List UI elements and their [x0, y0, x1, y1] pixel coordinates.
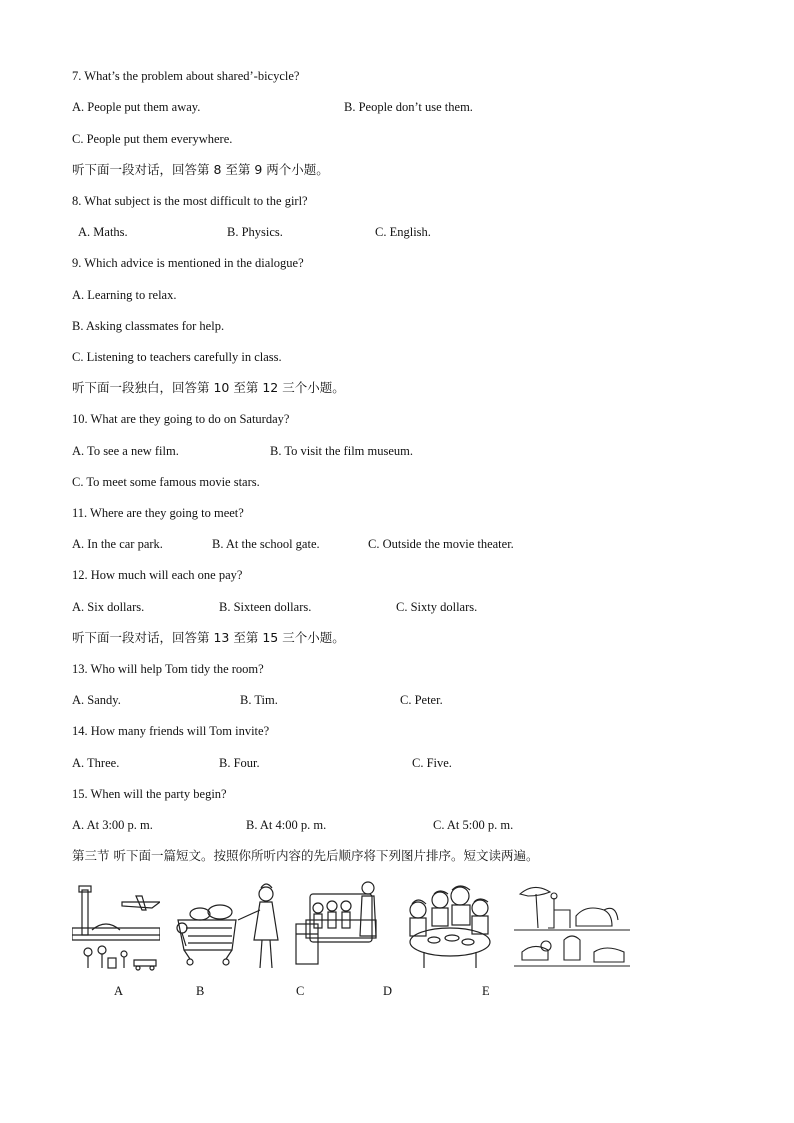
instruction-3: 听下面一段对话，回答第 13 至第 15 三个小题。	[72, 630, 345, 645]
q10-option-a: A. To see a new film.	[72, 444, 179, 458]
picture-c-caption: C	[296, 984, 305, 998]
q12-option-b: B. Sixteen dollars.	[219, 600, 312, 614]
q13-option-c: C. Peter.	[400, 693, 443, 707]
q11-question: 11. Where are they going to meet?	[72, 506, 244, 520]
q15-option-b: B. At 4:00 p. m.	[246, 818, 327, 832]
instruction-1: 听下面一段对话，回答第 8 至第 9 两个小题。	[72, 162, 329, 177]
q15-option-c: C. At 5:00 p. m.	[433, 818, 514, 832]
q14-question: 14. How many friends will Tom invite?	[72, 724, 270, 738]
q12-option-a: A. Six dollars.	[72, 600, 145, 614]
picture-e-zoo	[514, 880, 630, 972]
q7-question: 7. What’s the problem about shared’-bicycle?	[72, 69, 300, 83]
q11-option-c: C. Outside the movie theater.	[368, 537, 514, 551]
q12-option-c: C. Sixty dollars.	[396, 600, 478, 614]
q15-option-a: A. At 3:00 p. m.	[72, 818, 153, 832]
q13-option-b: B. Tim.	[240, 693, 278, 707]
picture-c-family-sofa	[294, 880, 384, 972]
q7-option-b: B. People don’t use them.	[344, 100, 473, 114]
picture-b-caption: B	[196, 984, 205, 998]
q9-question: 9. Which advice is mentioned in the dialogue?	[72, 256, 304, 270]
q10-option-b: B. To visit the film museum.	[270, 444, 413, 458]
instruction-2: 听下面一段独白，回答第 10 至第 12 三个小题。	[72, 380, 345, 395]
q7-option-a: A. People put them away.	[72, 100, 201, 114]
q9-option-b: B. Asking classmates for help.	[72, 319, 225, 333]
picture-d-dining	[404, 880, 494, 972]
q9-option-c: C. Listening to teachers carefully in class.	[72, 350, 282, 364]
q8-question: 8. What subject is the most difficult to the girl?	[72, 194, 308, 208]
q12-question: 12. How much will each one pay?	[72, 568, 243, 582]
q14-option-c: C. Five.	[412, 756, 452, 770]
picture-a-caption: A	[114, 984, 124, 998]
q8-option-a: A. Maths.	[78, 225, 128, 239]
q8-option-c: C. English.	[375, 225, 431, 239]
picture-b-shopping	[176, 880, 280, 972]
q10-option-c: C. To meet some famous movie stars.	[72, 475, 260, 489]
q14-option-b: B. Four.	[219, 756, 260, 770]
q14-option-a: A. Three.	[72, 756, 120, 770]
q13-question: 13. Who will help Tom tidy the room?	[72, 662, 264, 676]
q7-option-c: C. People put them everywhere.	[72, 132, 233, 146]
q8-option-b: B. Physics.	[227, 225, 283, 239]
q9-option-a: A. Learning to relax.	[72, 288, 177, 302]
picture-a-airport	[72, 880, 160, 972]
q13-option-a: A. Sandy.	[72, 693, 121, 707]
picture-d-caption: D	[383, 984, 393, 998]
q15-question: 15. When will the party begin?	[72, 787, 227, 801]
q11-option-a: A. In the car park.	[72, 537, 163, 551]
q11-option-b: B. At the school gate.	[212, 537, 320, 551]
section-3-instruction: 第三节 听下面一篇短文。按照你所听内容的先后顺序将下列图片排序。短文读两遍。	[72, 848, 539, 863]
q10-question: 10. What are they going to do on Saturday?	[72, 412, 290, 426]
picture-e-caption: E	[482, 984, 490, 998]
